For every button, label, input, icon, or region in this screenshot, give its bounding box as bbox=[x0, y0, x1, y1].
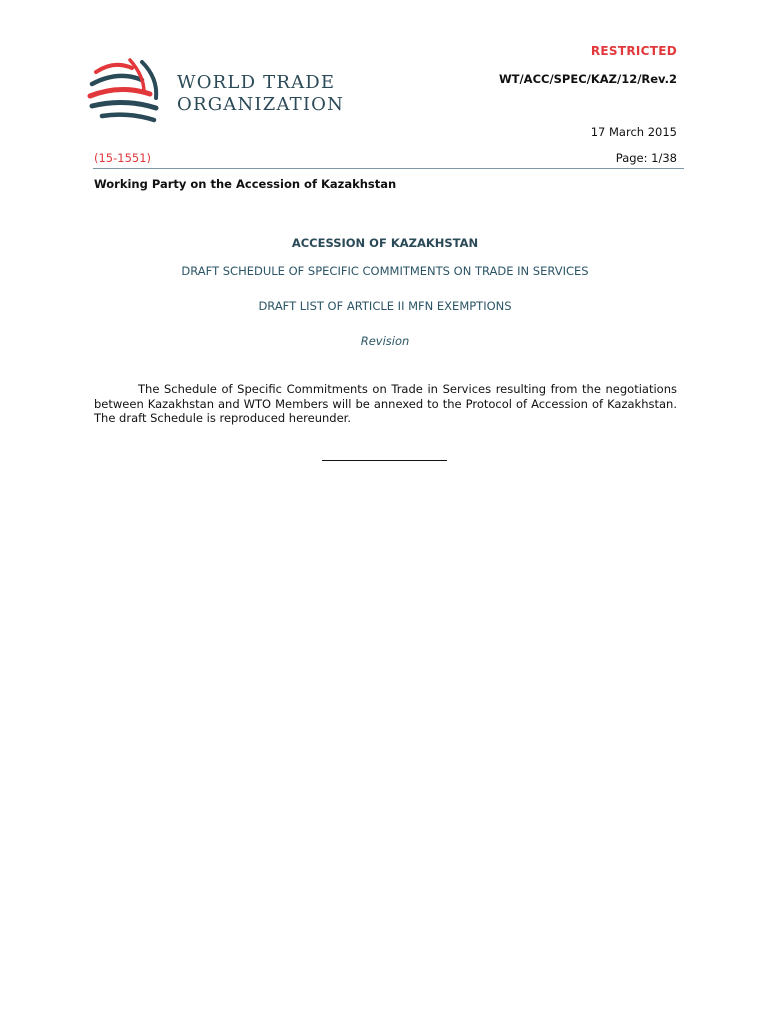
job-number: (15-1551) bbox=[94, 151, 152, 165]
organization-name-line2: ORGANIZATION bbox=[177, 94, 345, 115]
page-number: Page: 1/38 bbox=[615, 151, 677, 165]
revision-label: Revision bbox=[360, 334, 410, 348]
end-divider bbox=[322, 460, 447, 461]
header-divider bbox=[93, 168, 684, 169]
wto-logo-icon bbox=[84, 58, 168, 130]
document-symbol: WT/ACC/SPEC/KAZ/12/Rev.2 bbox=[498, 72, 677, 86]
organization-name-line1: WORLD TRADE bbox=[177, 72, 336, 93]
document-subtitle-schedule: DRAFT SCHEDULE OF SPECIFIC COMMITMENTS ON TRADE IN SERVICES bbox=[181, 264, 589, 278]
body-paragraph: The Schedule of Specific Commitments on Trade in Services resulting from the negotiations between Kazakhstan and WTO Members will be annexed to the Protocol of Accession of Kazakhstan. The draft Schedule is reproduced hereunder. bbox=[94, 382, 677, 425]
document-date: 17 March 2015 bbox=[590, 125, 677, 139]
document-subtitle-exemptions: DRAFT LIST OF ARTICLE II MFN EXEMPTIONS bbox=[258, 299, 512, 313]
classification-label: RESTRICTED bbox=[590, 44, 677, 58]
working-party-heading: Working Party on the Accession of Kazakhstan bbox=[94, 177, 397, 191]
document-title: ACCESSION OF KAZAKHSTAN bbox=[291, 236, 479, 250]
organization-name bbox=[177, 72, 344, 116]
